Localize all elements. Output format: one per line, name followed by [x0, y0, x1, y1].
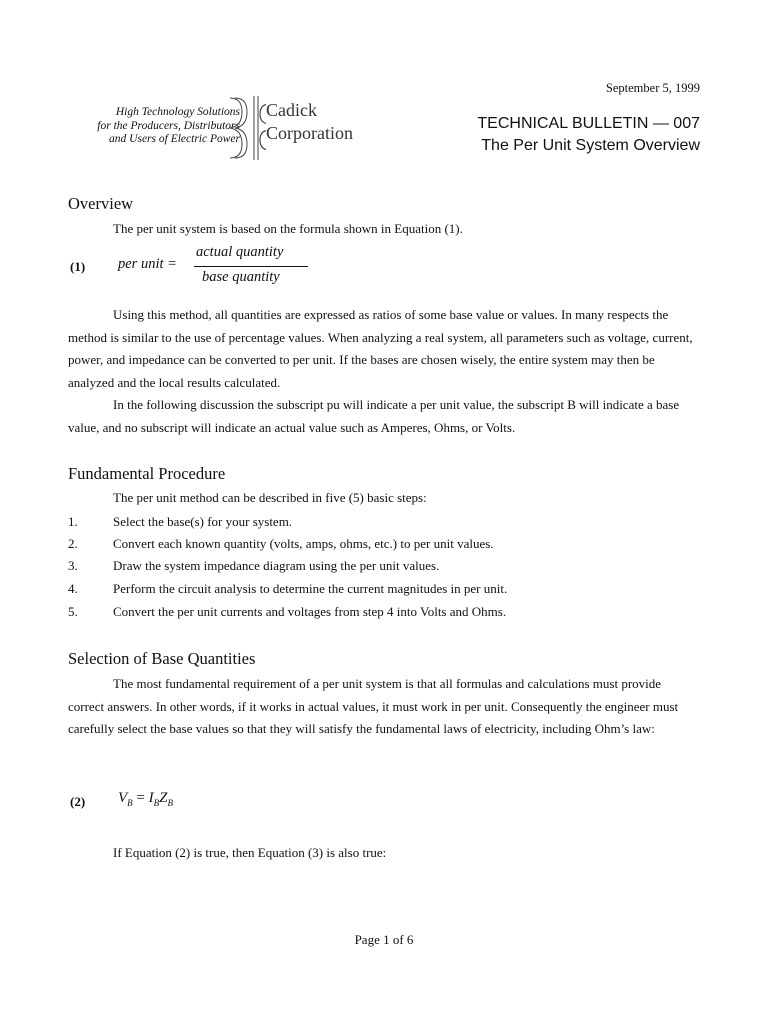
page-number: Page 1 of 6 [354, 932, 414, 947]
step-number: 4. [68, 581, 78, 596]
eq-subscript: B [153, 798, 160, 808]
logo-brand-line: Cadick [266, 100, 317, 120]
overview-heading: Overview [68, 194, 134, 213]
eq-symbol-z: Z [159, 790, 168, 806]
eq-equals: = [132, 790, 149, 806]
logo-tagline [97, 106, 240, 147]
bulletin-title: The Per Unit System Overview [481, 137, 700, 154]
procedure-intro: The per unit method can be described in five (5) basic steps: [113, 490, 427, 505]
equation-1-denominator: base quantity [202, 269, 280, 285]
overview-paragraph: In the following discussion the subscript pu will indicate a per unit value, the subscript B will indicate a base value, and no subscript will indicate an actual value such as Amperes, Ohms, or Volts. [68, 397, 680, 435]
bulletin-number: TECHNICAL BULLETIN — 007 [477, 115, 700, 132]
company-logo [78, 96, 353, 160]
base-selection-paragraph: The most fundamental requirement of a per unit system is that all formulas and calculations must provide correct answers. In other words, if it works in actual values, it must work in per unit. Consequently the engineer must carefully select the base values so that they will satisfy the fundamental laws of electricity, including Ohm’s law: [68, 676, 679, 736]
base-selection-heading: Selection of Base Quantities [68, 649, 256, 668]
logo-brand-line: Corporation [266, 123, 353, 143]
equation-1-number: (1) [70, 259, 86, 274]
equation-1-lhs: per unit = [118, 256, 177, 272]
step-text: Select the base(s) for your system. [113, 514, 293, 529]
eq-subscript: B [167, 798, 173, 808]
equation-1-numerator: actual quantity [196, 244, 284, 260]
procedure-heading: Fundamental Procedure [68, 464, 226, 483]
document-date: September 5, 1999 [605, 81, 700, 95]
eq-symbol-v: V [118, 790, 128, 806]
logo-tagline-line: High Technology Solutions [115, 106, 240, 118]
eq-subscript: B [127, 798, 133, 808]
step-number: 3. [68, 558, 78, 573]
logo-brand [266, 99, 353, 145]
overview-intro: The per unit system is based on the formula shown in Equation (1). [113, 221, 463, 236]
step-text: Convert the per unit currents and voltages from step 4 into Volts and Ohms. [113, 604, 507, 619]
overview-paragraph: Using this method, all quantities are expressed as ratios of some base value or values. In many respects the method is similar to the use of percentage values. When analyzing a real system, all parameters such as voltage, current, power, and impedance can be converted to per unit. If the bases are chosen wisely, the entire system may then be analyzed and the local results calculated. [68, 307, 693, 390]
step-text: Convert each known quantity (volts, amps, ohms, etc.) to per unit values. [113, 536, 494, 551]
base-selection-paragraph: If Equation (2) is true, then Equation (3) is also true: [113, 845, 387, 860]
step-number: 2. [68, 536, 78, 551]
equation-2-number: (2) [70, 794, 86, 809]
logo-brackets-icon [226, 96, 266, 160]
logo-tagline-line: and Users of Electric Power [109, 133, 240, 145]
step-number: 5. [68, 604, 78, 619]
step-text: Draw the system impedance diagram using the per unit values. [113, 558, 440, 573]
logo-tagline-line: for the Producers, Distributors [97, 119, 240, 132]
fraction-bar [194, 266, 308, 267]
step-number: 1. [68, 514, 78, 529]
equation-2 [118, 790, 173, 808]
eq-symbol-i: I [148, 790, 154, 806]
step-text: Perform the circuit analysis to determine the current magnitudes in per unit. [113, 581, 508, 596]
bulletin-header [477, 113, 700, 157]
